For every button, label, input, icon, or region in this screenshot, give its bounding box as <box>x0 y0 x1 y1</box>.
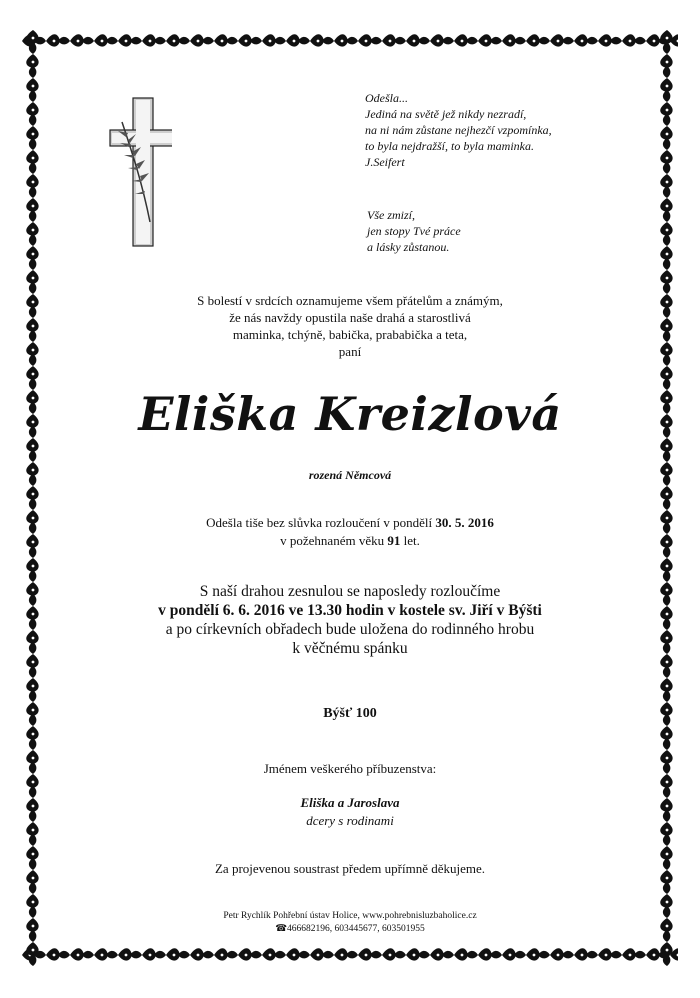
age-suffix: let. <box>400 533 420 548</box>
poem-author: J.Seifert <box>365 155 405 169</box>
poem-line: Odešla... <box>365 91 408 105</box>
leaf-garland-left <box>22 30 44 966</box>
footer-phones: ☎466682196, 603445677, 603501955 <box>275 924 425 934</box>
right-leaf-border <box>656 30 678 966</box>
funeral-info <box>60 582 640 658</box>
top-leaf-border <box>22 30 678 52</box>
deceased-name: Eliška Kreizlová <box>138 387 562 441</box>
announcement-line: S bolestí v srdcích oznamujeme všem přátelům a známým, <box>197 293 503 308</box>
funeral-service-footer <box>60 910 640 936</box>
announcement-line: maminka, tchýně, babička, prababička a teta, <box>232 327 468 342</box>
poem-line: a lásky zůstanou. <box>367 240 450 254</box>
passing-line-1 <box>60 514 640 532</box>
passing-date: 30. 5. 2016 <box>435 515 494 530</box>
poem-line: jen stopy Tvé práce <box>367 224 461 238</box>
family-note: dcery s rodinami <box>306 813 394 828</box>
funeral-line-1: S naší drahou zesnulou se naposledy rozloučíme <box>199 583 501 600</box>
cross-icon <box>102 92 172 252</box>
leaf-garland-bottom <box>22 944 678 966</box>
family-names: Eliška a Jaroslava <box>300 795 400 810</box>
family-block <box>60 794 640 830</box>
poem-line: Vše zmizí, <box>367 208 415 222</box>
poem-short <box>367 207 567 255</box>
footer-line-1: Petr Rychlík Pohřební ústav Holice, www.pohrebnisluzbaholice.cz <box>223 911 477 921</box>
announcement-line: paní <box>338 344 362 359</box>
age-prefix: v požehnaném věku <box>280 533 388 548</box>
leaf-garland-top <box>22 30 678 52</box>
poem-seifert <box>365 90 625 170</box>
bottom-leaf-border <box>22 944 678 966</box>
maiden-name: rozená Němcová <box>308 468 392 482</box>
poem-line: Jediná na světě jež nikdy nezradí, <box>365 107 527 121</box>
poem-line: to byla nejdražší, to byla maminka. <box>365 139 534 153</box>
address: Býšť 100 <box>323 706 377 721</box>
funeral-line-4: k věčnému spánku <box>292 640 408 657</box>
passing-line-2 <box>60 532 640 550</box>
leaf-garland-right <box>656 30 678 966</box>
passing-info <box>60 514 640 550</box>
left-leaf-border <box>22 30 44 966</box>
funeral-line-3: a po církevních obřadech bude uložena do rodinného hrobu <box>165 621 535 638</box>
passing-text: Odešla tiše bez slůvka rozloučení v pondělí <box>206 515 436 530</box>
poem-line: na ni nám zůstane nejhezčí vzpomínka, <box>365 123 552 137</box>
funeral-date-place: v pondělí 6. 6. 2016 ve 13.30 hodin v kostele sv. Jiří v Býšti <box>158 602 542 619</box>
age-value: 91 <box>387 533 401 548</box>
thanks-text: Za projevenou soustrast předem upřímně děkujeme. <box>214 861 486 876</box>
announcement-line: že nás navždy opustila naše drahá a starostlivá <box>229 310 471 325</box>
announcement-text <box>60 292 640 360</box>
family-heading: Jménem veškerého příbuzenstva: <box>263 761 437 776</box>
